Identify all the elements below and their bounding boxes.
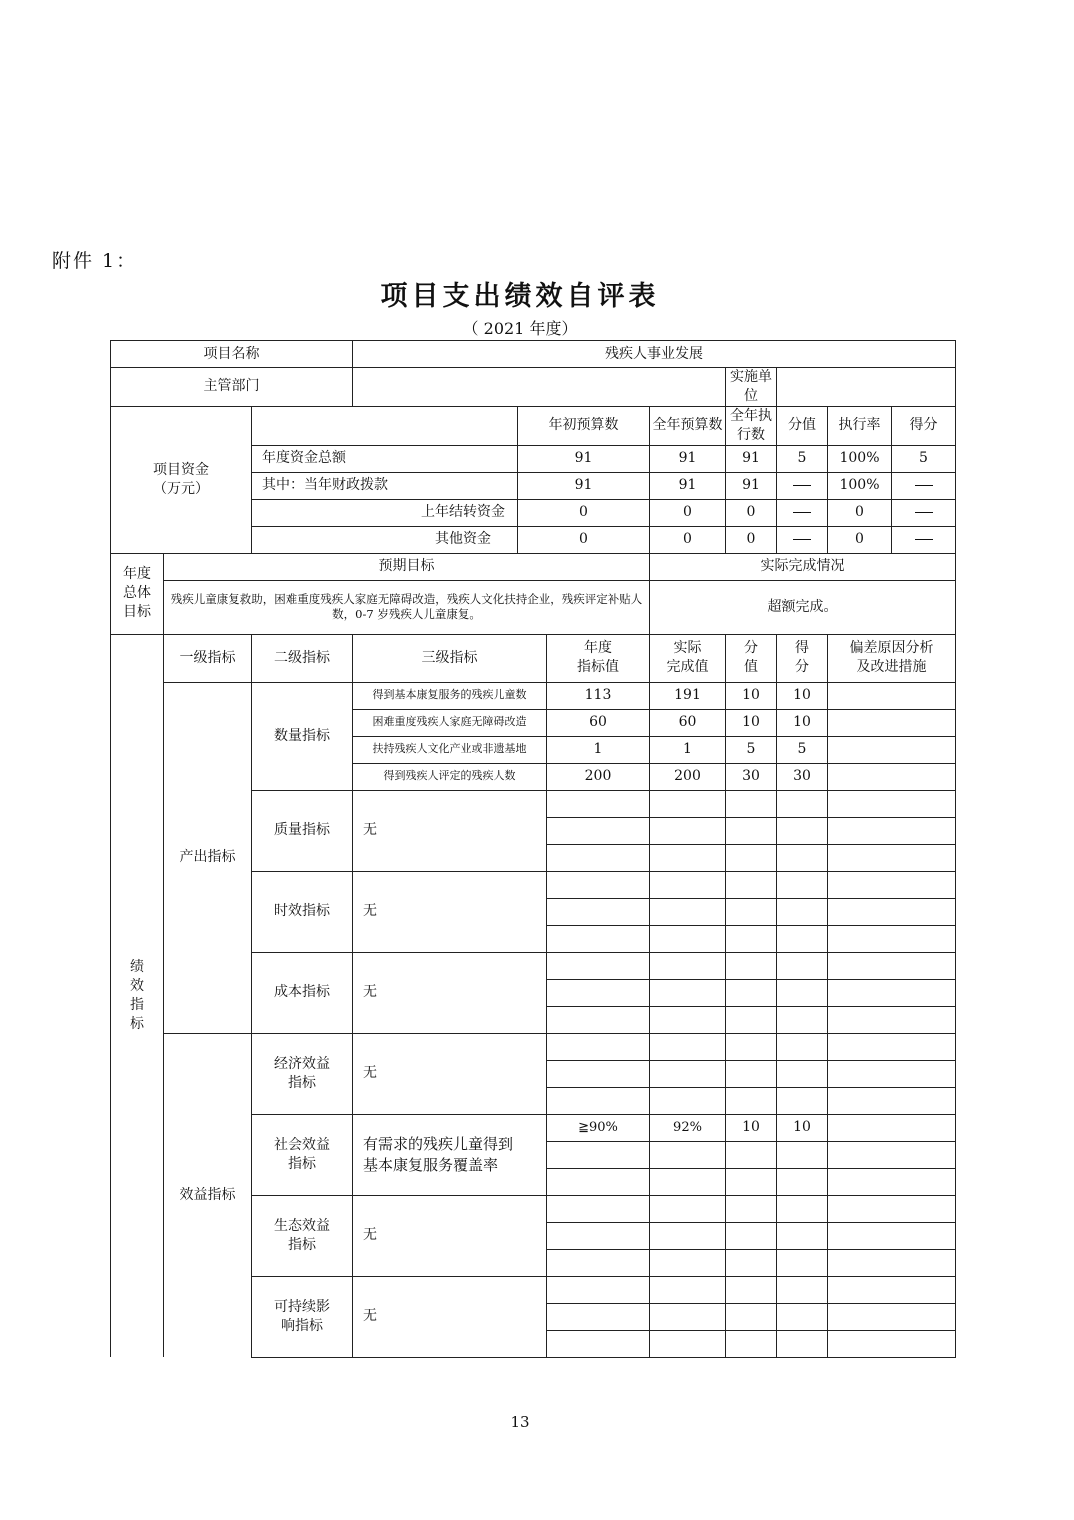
empty-cell [726,1195,777,1222]
empty-cell [650,1330,726,1357]
page-number: 13 [510,1413,530,1431]
empty-cell [828,898,956,925]
empty-cell [777,844,828,871]
project-name-label: 项目名称 [111,341,353,368]
deviation-cell [828,709,956,736]
dept-label: 主管部门 [111,368,353,407]
empty-cell [828,979,956,1006]
target-value: 60 [547,709,650,736]
empty-cell [777,1303,828,1330]
header-line: 年度 [584,640,612,657]
empty-cell [547,871,650,898]
empty-cell [726,1249,777,1276]
sustainable-label [252,1276,353,1357]
level1-header: 一级指标 [164,634,252,682]
level2-header: 二级指标 [252,634,353,682]
unit-label: 实施单位 [726,368,777,407]
target-value: 200 [547,763,650,790]
label-line: 生态效益 [274,1217,330,1234]
empty-cell [547,1141,650,1168]
empty-cell [726,1303,777,1330]
empty-cell [650,1249,726,1276]
section-char: 效 [130,977,144,994]
expected-goal: 残疾儿童康复救助，困难重度残疾人家庭无障碍改造，残疾人文化扶持企业，残疾评定补贴人数，0-7 岁残疾人儿童康复。 [164,580,650,634]
target-value: ≧90% [547,1114,650,1141]
empty-cell [828,1033,956,1060]
cost-value: 无 [353,952,547,1033]
funds-row-label: 上年结转资金 [252,499,518,526]
empty-cell [547,790,650,817]
label-line: 社会效益 [274,1136,330,1153]
funds-label-line2: （万元） [153,480,209,497]
funds-cell: 0 [650,499,726,526]
funds-cell [892,499,956,526]
empty-cell [777,790,828,817]
funds-cell [777,472,828,499]
score-got: 10 [777,1114,828,1141]
funds-cell [777,499,828,526]
economic-label [252,1033,353,1114]
empty-cell [726,790,777,817]
empty-cell [650,898,726,925]
funds-cell: 100% [828,445,892,472]
empty-cell [726,1141,777,1168]
value-line: 有需求的残疾儿童得到 [363,1135,514,1154]
funds-cell: 0 [518,499,650,526]
empty-cell [650,1006,726,1033]
section-char: 指 [130,996,144,1013]
form-title: 项目支出绩效自评表 [380,281,660,312]
empty-cell [777,979,828,1006]
score-got-header [777,634,828,682]
score-value: 10 [726,1114,777,1141]
empty-cell [828,790,956,817]
dash-mark [793,539,811,540]
empty-cell [777,1330,828,1357]
funds-cell [892,472,956,499]
empty-cell [828,1303,956,1330]
header-line: 及改进措施 [856,659,927,676]
dash-mark [793,512,811,513]
funds-cell: 91 [726,472,777,499]
empty-cell [650,925,726,952]
empty-cell [828,1222,956,1249]
timeliness-value: 无 [353,871,547,952]
target-value: 113 [547,682,650,709]
funds-col-header: 执行率 [828,406,892,445]
funds-cell: 0 [726,499,777,526]
indicator-name: 困难重度残疾人家庭无障碍改造 [353,709,547,736]
score-value: 5 [726,736,777,763]
empty-cell [650,817,726,844]
header-line: 值 [744,659,758,676]
header-line: 完成值 [666,659,709,676]
empty-cell [650,1141,726,1168]
empty-cell [828,1087,956,1114]
actual-value: 92% [650,1114,726,1141]
empty-cell [650,1276,726,1303]
empty-cell [726,1168,777,1195]
sustainable-value: 无 [353,1276,547,1357]
empty-cell [650,979,726,1006]
economic-value: 无 [353,1033,547,1114]
funds-cell: 91 [650,445,726,472]
actual-value: 60 [650,709,726,736]
empty-cell [726,1087,777,1114]
deviation-header [828,634,956,682]
empty-cell [828,1276,956,1303]
label-line: 可持续影 [274,1298,330,1315]
funds-cell: 91 [726,445,777,472]
empty-cell [726,1276,777,1303]
cost-label: 成本指标 [252,952,353,1033]
score-got: 10 [777,682,828,709]
timeliness-label: 时效指标 [252,871,353,952]
annual-target-header [547,634,650,682]
empty-cell [547,1087,650,1114]
funds-col-header: 分值 [777,406,828,445]
empty-cell [726,844,777,871]
funds-col-header: 全年执行数 [726,406,777,445]
funds-cell: 0 [828,526,892,553]
score-value: 30 [726,763,777,790]
benefit-label: 效益指标 [164,1033,252,1357]
empty-cell [547,1168,650,1195]
funds-col-header: 得分 [892,406,956,445]
empty-cell [777,952,828,979]
empty-cell [650,790,726,817]
empty-cell [828,1114,956,1141]
empty-cell [828,1330,956,1357]
empty-cell [828,1249,956,1276]
score-got: 10 [777,709,828,736]
actual-value: 191 [650,682,726,709]
empty-cell [726,1222,777,1249]
empty-cell [650,1222,726,1249]
social-value [353,1114,547,1195]
funds-cell: 0 [518,526,650,553]
empty-cell [650,952,726,979]
project-name-value: 残疾人事业发展 [353,341,956,368]
empty-cell [828,817,956,844]
dept-value [353,368,726,407]
goals-label-char: 目标 [123,604,151,620]
funds-row-label: 其他资金 [252,526,518,553]
header-line: 偏差原因分析 [849,640,934,657]
funds-cell: 0 [726,526,777,553]
empty-cell [777,871,828,898]
actual-result: 超额完成。 [650,580,956,634]
funds-cell: 91 [650,472,726,499]
funds-cell: 0 [650,526,726,553]
empty-cell [777,1168,828,1195]
dash-mark [915,512,933,513]
empty-cell [650,1303,726,1330]
empty-cell [650,1087,726,1114]
empty-cell [726,1060,777,1087]
funds-cell: 91 [518,445,650,472]
empty-cell [777,898,828,925]
quality-value: 无 [353,790,547,871]
empty-cell [777,1222,828,1249]
empty-cell [547,1033,650,1060]
label-line: 指标 [288,1236,316,1253]
empty-cell [726,979,777,1006]
empty-cell [547,1303,650,1330]
funds-header-blank [252,406,518,445]
header-line: 实际 [673,640,702,657]
level3-header: 三级指标 [353,634,547,682]
funds-cell [777,526,828,553]
unit-value [777,368,956,407]
header-line: 得 [795,640,809,657]
empty-cell [828,1060,956,1087]
funds-col-header: 年初预算数 [518,406,650,445]
empty-cell [828,1141,956,1168]
funds-cell: 5 [777,445,828,472]
actual-value: 1 [650,736,726,763]
year-line: （ 2021 年度） [462,319,578,338]
empty-cell [650,1033,726,1060]
empty-cell [547,1276,650,1303]
funds-cell [892,526,956,553]
empty-cell [547,925,650,952]
goals-label-char: 总体 [123,585,151,602]
empty-cell [726,952,777,979]
empty-cell [828,844,956,871]
empty-cell [650,1168,726,1195]
section-char: 标 [130,1015,144,1032]
empty-cell [777,1276,828,1303]
value-line: 基本康复服务覆盖率 [363,1155,499,1174]
empty-cell [726,871,777,898]
deviation-cell [828,682,956,709]
ecological-value: 无 [353,1195,547,1276]
evaluation-table [110,340,956,1358]
score-got: 30 [777,763,828,790]
empty-cell [547,844,650,871]
empty-cell [777,1141,828,1168]
social-label [252,1114,353,1195]
actual-value: 200 [650,763,726,790]
empty-cell [777,1087,828,1114]
quantity-label: 数量指标 [252,682,353,790]
goals-label [111,553,164,634]
score-value: 10 [726,682,777,709]
indicator-name: 得到残疾人评定的残疾人数 [353,763,547,790]
funds-cell: 100% [828,472,892,499]
funds-label [111,406,252,553]
score-value-header [726,634,777,682]
actual-value-header [650,634,726,682]
funds-cell: 91 [518,472,650,499]
empty-cell [726,1033,777,1060]
empty-cell [828,1006,956,1033]
empty-cell [547,1249,650,1276]
funds-cell: 0 [828,499,892,526]
empty-cell [547,1222,650,1249]
ecological-label [252,1195,353,1276]
empty-cell [726,817,777,844]
empty-cell [547,817,650,844]
indicator-name: 得到基本康复服务的残疾儿童数 [353,682,547,709]
indicators-section-label [111,634,164,1357]
dash-mark [793,485,811,486]
empty-cell [828,1195,956,1222]
header-line: 分 [795,659,809,676]
funds-cell: 5 [892,445,956,472]
empty-cell [547,898,650,925]
empty-cell [777,925,828,952]
empty-cell [828,871,956,898]
empty-cell [777,1195,828,1222]
empty-cell [726,898,777,925]
label-line: 指标 [288,1155,316,1172]
dash-mark [915,485,933,486]
empty-cell [547,979,650,1006]
output-label: 产出指标 [164,682,252,1033]
empty-cell [650,844,726,871]
goals-label-char: 年度 [123,566,151,583]
empty-cell [547,1060,650,1087]
empty-cell [726,1330,777,1357]
expected-header: 预期目标 [164,553,650,580]
actual-header: 实际完成情况 [650,553,956,580]
funds-label-line1: 项目资金 [153,461,209,478]
empty-cell [650,1060,726,1087]
funds-col-header: 全年预算数 [650,406,726,445]
label-line: 指标 [288,1074,316,1091]
score-got: 5 [777,736,828,763]
empty-cell [777,1006,828,1033]
indicator-name: 扶持残疾人文化产业或非遗基地 [353,736,547,763]
deviation-cell [828,736,956,763]
empty-cell [828,1168,956,1195]
empty-cell [547,1006,650,1033]
empty-cell [547,1195,650,1222]
section-char: 绩 [130,959,144,976]
empty-cell [777,1060,828,1087]
empty-cell [828,925,956,952]
header-line: 分 [744,640,758,657]
empty-cell [726,1006,777,1033]
score-value: 10 [726,709,777,736]
empty-cell [650,1195,726,1222]
quality-label: 质量指标 [252,790,353,871]
empty-cell [547,1330,650,1357]
label-line: 经济效益 [274,1055,330,1072]
empty-cell [777,1249,828,1276]
funds-row-label: 年度资金总额 [252,445,518,472]
deviation-cell [828,763,956,790]
empty-cell [777,1033,828,1060]
empty-cell [726,925,777,952]
target-value: 1 [547,736,650,763]
empty-cell [547,952,650,979]
empty-cell [777,817,828,844]
funds-row-label: 其中：当年财政拨款 [252,472,518,499]
label-line: 响指标 [281,1317,323,1334]
header-line: 指标值 [577,659,619,676]
annex-label: 附件 1： [52,250,138,272]
empty-cell [650,871,726,898]
empty-cell [828,952,956,979]
dash-mark [915,539,933,540]
